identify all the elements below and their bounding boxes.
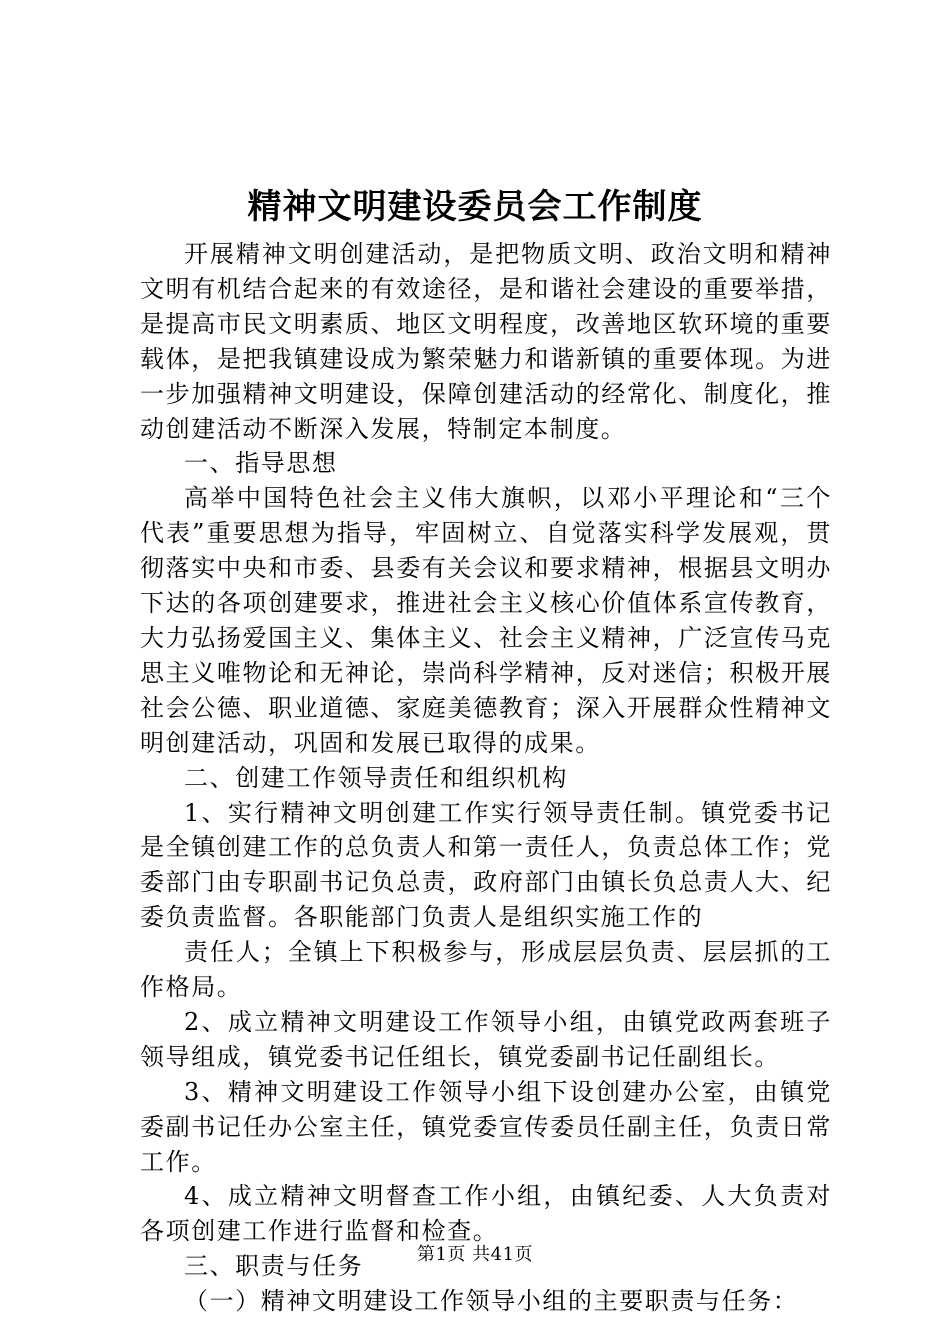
leadership-item-2: 2、成立精神文明建设工作领导小组，由镇党政两套班子领导组成，镇党委书记任组长，镇党委副书记任副组长。	[140, 1007, 832, 1071]
subsection-heading-duties-1: （一）精神文明建设工作领导小组的主要职责与任务：	[184, 1287, 799, 1316]
document-title: 精神文明建设委员会工作制度	[247, 187, 703, 227]
section-heading-duties: 三、职责与任务	[184, 1252, 364, 1281]
intro-paragraph: 开展精神文明创建活动，是把物质文明、政治文明和精神文明有机结合起来的有效途径，是和谐社会建设的重要举措，是提高市民文明素质、地区文明程度，改善地区软环境的重要载体，是把我镇建设成为繁荣魅力和谐新镇的重要体现。为进一步加强精神文明建设，保障创建活动的经常化、制度化，推动创建活动不断深入发展，特制定本制度。	[140, 240, 832, 443]
section-heading-guiding-ideology: 一、指导思想	[184, 449, 338, 478]
page-number-footer: 第1页 共41页	[416, 1244, 534, 1265]
leadership-item-1: 1、实行精神文明创建工作实行领导责任制。镇党委书记是全镇创建工作的总负责人和第一责任人，负责总体工作；党委部门由专职副书记负总责，政府部门由镇长负总责人大、纪委负责监督。各职能部门负责人是组织实施工作的	[140, 798, 832, 932]
document-body	[140, 237, 832, 1319]
leadership-item-1-continued: 责任人；全镇上下积极参与，形成层层负责、层层抓的工作格局。	[140, 938, 832, 1002]
leadership-item-4: 4、成立精神文明督查工作小组，由镇纪委、人大负责对各项创建工作进行监督和检查。	[140, 1182, 832, 1246]
guiding-ideology-paragraph: 高举中国特色社会主义伟大旗帜，以邓小平理论和“三个代表”重要思想为指导，牢固树立、自觉落实科学发展观，贯彻落实中央和市委、县委有关会议和要求精神，根据县文明办下达的各项创建要求，推进社会主义核心价值体系宣传教育，大力弘扬爱国主义、集体主义、社会主义精神，广泛宣传马克思主义唯物论和无神论，崇尚科学精神，反对迷信；积极开展社会公德、职业道德、家庭美德教育；深入开展群众性精神文明创建活动，巩固和发展已取得的成果。	[140, 484, 832, 757]
leadership-item-3: 3、精神文明建设工作领导小组下设创建办公室，由镇党委副书记任办公室主任，镇党委宣传委员任副主任，负责日常工作。	[140, 1077, 832, 1176]
section-heading-leadership: 二、创建工作领导责任和组织机构	[184, 763, 568, 792]
